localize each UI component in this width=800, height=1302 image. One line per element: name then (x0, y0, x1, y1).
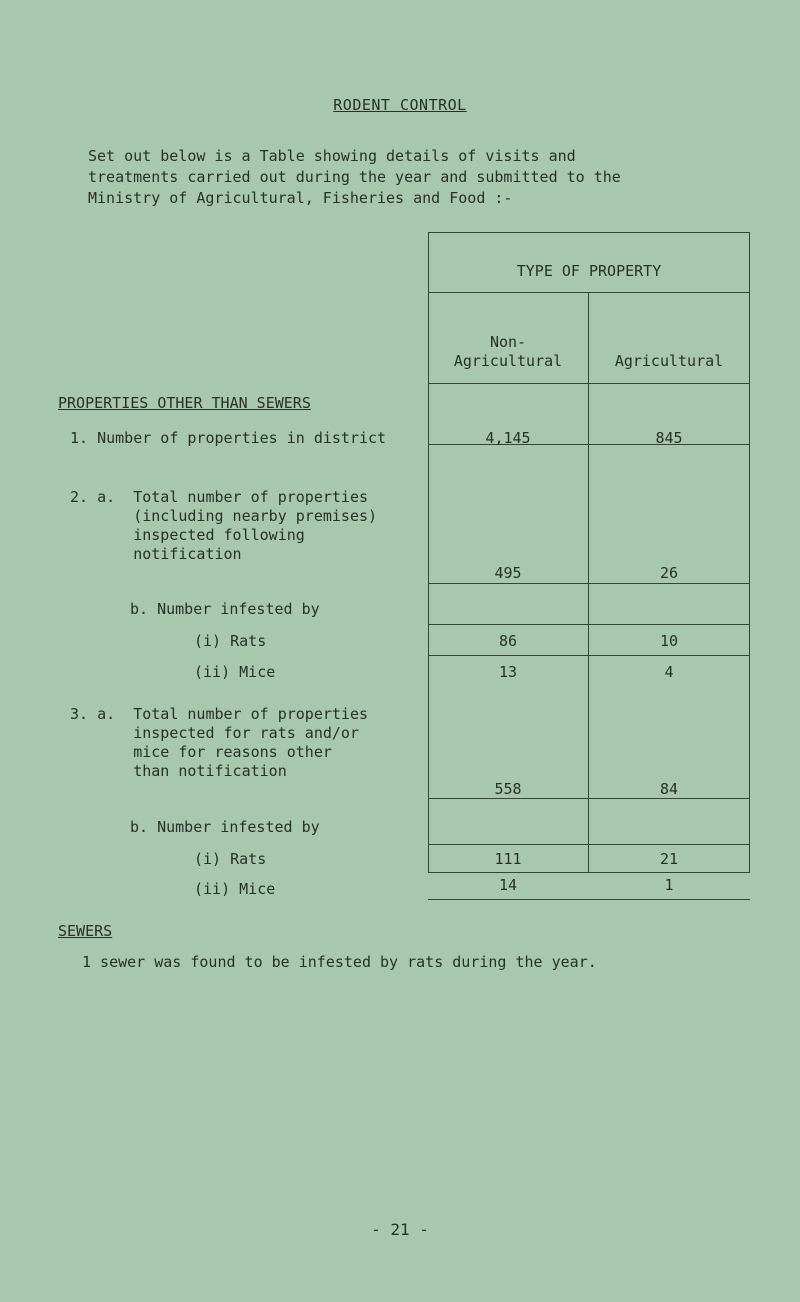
cell-non-agricultural: 495 (494, 564, 522, 582)
section-heading-properties: PROPERTIES OTHER THAN SEWERS (58, 394, 311, 412)
page-title: RODENT CONTROL (333, 96, 467, 114)
row-label: b. Number infested by (130, 600, 320, 618)
intro-line: treatments carried out during the year and submitted to the (88, 168, 621, 186)
row-label-line: than notification (70, 762, 287, 780)
intro-paragraph (88, 146, 718, 209)
column-header-non-agricultural-1: Non- (489, 333, 527, 351)
row-label-line: inspected for rats and/or (70, 724, 359, 742)
row-label-line: notification (70, 545, 242, 563)
row-label: (ii) Mice (194, 663, 276, 681)
row-label: 1. Number of properties in district (70, 429, 387, 447)
row-label: (ii) Mice (194, 880, 276, 898)
row-label-line: 2. a. Total number of properties (70, 488, 369, 506)
cell-non-agricultural: 558 (494, 780, 522, 798)
cell-non-agricultural: 13 (498, 663, 518, 681)
intro-line: Ministry of Agricultural, Fisheries and Food :- (88, 189, 513, 207)
column-header-non-agricultural-2: Agricultural (453, 352, 563, 370)
cell-non-agricultural: 86 (498, 632, 518, 650)
column-header-agricultural: Agricultural (614, 352, 724, 370)
section-heading-sewers: SEWERS (58, 922, 113, 940)
group-header-type-of-property: TYPE OF PROPERTY (516, 262, 662, 280)
cell-agricultural: 845 (655, 429, 683, 447)
row-label-line: 3. a. Total number of properties (70, 705, 369, 723)
cell-non-agricultural: 4,145 (485, 429, 531, 447)
cell-agricultural: 26 (659, 564, 679, 582)
row-label: b. Number infested by (130, 818, 320, 836)
row-label-line: (including nearby premises) (70, 507, 378, 525)
sewers-text: 1 sewer was found to be infested by rats during the year. (82, 953, 597, 971)
row-label-line: mice for reasons other (70, 743, 332, 761)
row-label (70, 705, 368, 781)
cell-agricultural: 10 (659, 632, 679, 650)
table-bottom-border (428, 899, 750, 900)
row-label (70, 488, 377, 564)
cell-agricultural: 1 (664, 876, 674, 894)
row-sub-label: (i) Rats (194, 850, 267, 868)
cell-agricultural: 21 (659, 850, 679, 868)
cell-agricultural: 84 (659, 780, 679, 798)
intro-line: Set out below is a Table showing details of visits and (88, 147, 576, 165)
page-number: - 21 - (371, 1220, 429, 1239)
cell-agricultural: 4 (664, 663, 674, 681)
cell-non-agricultural: 14 (498, 876, 518, 894)
row-label-line: inspected following (70, 526, 305, 544)
row-sub-label: (i) Rats (194, 632, 267, 650)
cell-non-agricultural: 111 (494, 850, 522, 868)
